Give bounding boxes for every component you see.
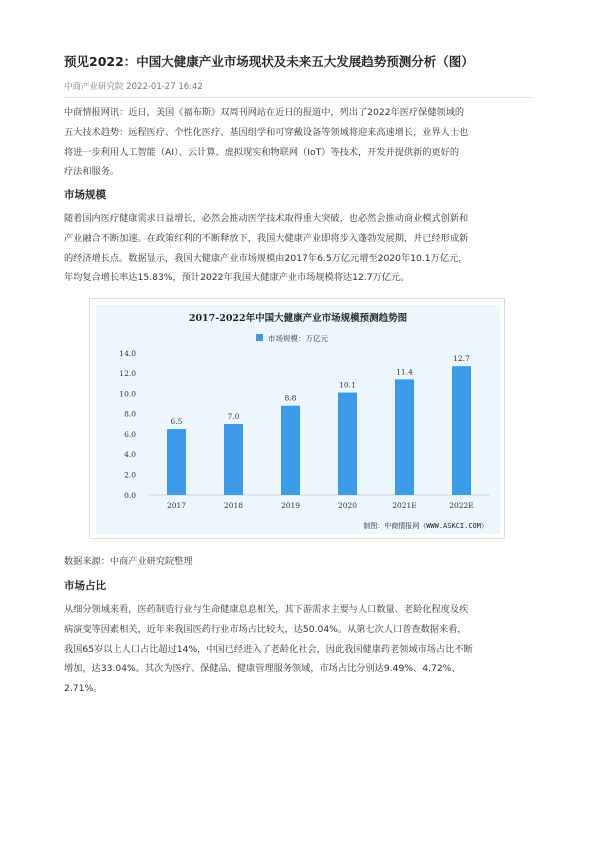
y-tick-label: 10.0 [119, 389, 136, 399]
bar [452, 366, 471, 495]
title-divider [64, 97, 532, 98]
source-name: 中商产业研究院 [64, 82, 124, 92]
chart-title: 2017-2022年中国大健康产业市场规模预测趋势图 [188, 313, 408, 324]
x-tick-label: 2017 [166, 501, 187, 510]
bar-value-label: 10.1 [339, 380, 356, 390]
bar [167, 429, 186, 495]
bar-value-label: 7.0 [227, 412, 240, 421]
intro-line: 五大技术趋势：远程医疗、个性化医疗、基因组学和可穿戴设备等领域将迎来高速增长，业界人士也 [64, 126, 469, 138]
market-size-line: 的经济增长点。数据显示，我国大健康产业市场规模由2017年6.5万亿元增至2020年10.1万亿元， [64, 252, 468, 264]
market-size-line: 年均复合增长率达15.83%，预计2022年我国大健康产业市场规模将达12.7万亿元。 [64, 272, 410, 284]
bar [395, 379, 414, 495]
y-tick-label: 4.0 [124, 450, 136, 460]
bar-value-label: 8.8 [284, 393, 297, 403]
market-share-paragraph [64, 600, 536, 699]
bar [338, 393, 357, 495]
legend-label: 市场规模：万亿元 [268, 334, 328, 343]
intro-paragraph [64, 103, 536, 182]
market-share-line: 病演变等因素相关，近年来我国医药行业市场占比较大，达50.04%。从第七次人口普查数据来看， [64, 623, 467, 635]
x-tick-label: 2020 [337, 501, 358, 510]
bar-value-label: 6.5 [170, 417, 183, 427]
bar-value-label: 12.7 [453, 354, 470, 364]
chart-credit: 制图：中商情报网（WWW.ASKCI.COM） [363, 522, 488, 530]
bar [224, 424, 243, 495]
section-heading-market-size: 市场规模 [64, 189, 106, 201]
legend-swatch [256, 334, 263, 341]
market-size-line: 产业融合不断加速。在政策红利的不断释放下，我国大健康产业即将步入蓬勃发展期，并已经形成新 [64, 232, 469, 244]
x-tick-label: 2018 [223, 501, 244, 510]
intro-line: 将进一步利用人工智能（AI）、云计算、虚拟现实和物联网（IoT）等技术，开发并提供新的更好的 [64, 146, 460, 158]
market-share-line: 增加，达33.04%。其次为医疗、保健品、健康管理服务领域，市场占比分别达9.49%、4.72%、 [64, 663, 461, 675]
y-tick-label: 6.0 [124, 429, 136, 439]
bar [281, 406, 300, 495]
y-tick-label: 12.0 [119, 369, 136, 379]
market-share-line: 2.71%。 [64, 683, 103, 695]
x-tick-label: 2022E [449, 501, 474, 510]
data-source-note: 数据来源：中商产业研究院整理 [64, 556, 193, 567]
bar-value-label: 11.4 [396, 367, 413, 377]
section-heading-market-share: 市场占比 [64, 580, 106, 592]
chart-canvas [90, 299, 506, 540]
market-size-paragraph [64, 209, 536, 288]
article-meta [64, 80, 203, 92]
y-tick-label: 2.0 [124, 470, 136, 480]
x-tick-label: 2021E [392, 501, 417, 510]
intro-line: 疗法和服务。 [64, 166, 120, 178]
x-tick-label: 2019 [280, 501, 301, 510]
market-share-line: 我国65岁以上人口占比超过14%，中国已经进入了老龄化社会，因此我国健康药老领域市场占比不断 [64, 643, 473, 655]
y-tick-label: 14.0 [119, 348, 136, 358]
market-size-chart [89, 298, 505, 539]
publish-datetime: 2022-01-27 16:42 [126, 82, 203, 92]
intro-line: 中商情报网讯：近日，美国《福布斯》双周刊网站在近日的报道中，列出了2022年医疗保健领域的 [64, 107, 465, 118]
market-share-line: 从细分领域来看，医药制造行业与生命健康息息相关，其下游需求主要与人口数量、老龄化程度及疾 [64, 604, 469, 615]
y-tick-label: 8.0 [124, 409, 136, 419]
market-size-line: 随着国内医疗健康需求日益增长，必然会推动医学技术取得重大突破，也必然会推动商业模式创新和 [64, 213, 469, 224]
y-tick-label: 0.0 [124, 490, 136, 500]
article-title: 预见2022：中国大健康产业市场现状及未来五大发展趋势预测分析（图） [64, 54, 474, 69]
